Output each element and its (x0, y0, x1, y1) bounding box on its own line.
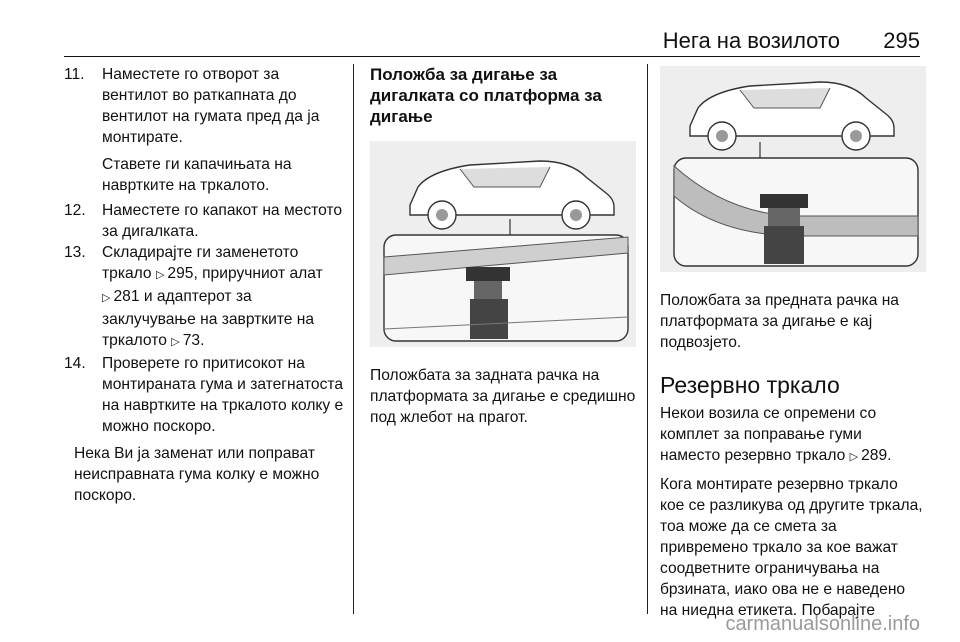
column-divider-left (353, 64, 354, 614)
column-left (64, 64, 346, 506)
step-11 (64, 64, 346, 148)
front-lift-point-illustration (660, 66, 926, 272)
closing-paragraph: Нека Ви ја заменат или поправат неисправната гума колку е можно поскоро. (74, 445, 320, 504)
column-divider-right (647, 64, 648, 614)
paragraph-text: . (887, 447, 892, 464)
header-rule (64, 56, 920, 57)
step-12 (64, 200, 346, 242)
rear-lift-point-illustration (370, 141, 636, 347)
watermark: carmanualsonline.info (725, 613, 920, 635)
step-text: Проверете го притисокот на монтираната гума и затегнатоста на навртките на тркалото колку е можно поскоро. (102, 355, 344, 435)
paragraph: Кога монтирате резервно тркало кое се разликува од другите тркала, тоа може да се смета за привремено тркало за кое важат соодветните ограничувања на брзината, иако ова не е наведено на ниедна етикета. Побарајте (660, 476, 923, 619)
step-number: 13. (64, 244, 86, 261)
step-text-c: и адаптерот за заклучување на завртките на тркалото (102, 288, 315, 349)
step-text-d: . (200, 332, 205, 349)
paragraph (660, 403, 926, 468)
running-title: Нега на возилото (662, 28, 840, 53)
column-right (660, 64, 926, 627)
section-heading: Резервно тркало (660, 372, 840, 398)
section-heading: Положба за дигање за дигалката со платформа за дигање (370, 65, 602, 126)
step-text: Наместете го отворот за вентилот во раткапната до вентилот на гумата пред да ја монтирате. (102, 66, 320, 146)
step-text-a: Складирајте ги заменетото тркало (102, 244, 299, 282)
figure-caption: Положбата за задната рачка на платформата за дигање е средишно под жлебот на прагот. (370, 367, 636, 426)
step-number: 14. (64, 355, 86, 372)
page-header (0, 0, 960, 62)
column-middle (370, 64, 636, 428)
figure-caption: Положбата за предната рачка на платформата за дигање е кај подвозјето. (660, 292, 899, 351)
paragraph-text: Некои возила се опремени со комплет за поправање гуми наместо резервно тркало (660, 405, 877, 464)
page-reference-link[interactable]: ▷ 295 (156, 265, 194, 282)
step-14 (64, 353, 346, 437)
step-13 (64, 242, 346, 353)
page-reference-link[interactable]: ▷ 73 (171, 332, 200, 349)
step-11-note: Ставете ги капачињата на навртките на тркалото. (102, 156, 292, 194)
page-reference-link[interactable]: ▷ 289 (850, 447, 888, 464)
page-reference-link[interactable]: ▷ 281 (102, 288, 140, 305)
step-number: 12. (64, 202, 86, 219)
step-text-b: , приручниот алат (193, 265, 323, 282)
step-number: 11. (64, 66, 85, 83)
page-number: 295 (883, 28, 920, 53)
step-text: Наместете го капакот на местото за дигалката. (102, 202, 343, 240)
